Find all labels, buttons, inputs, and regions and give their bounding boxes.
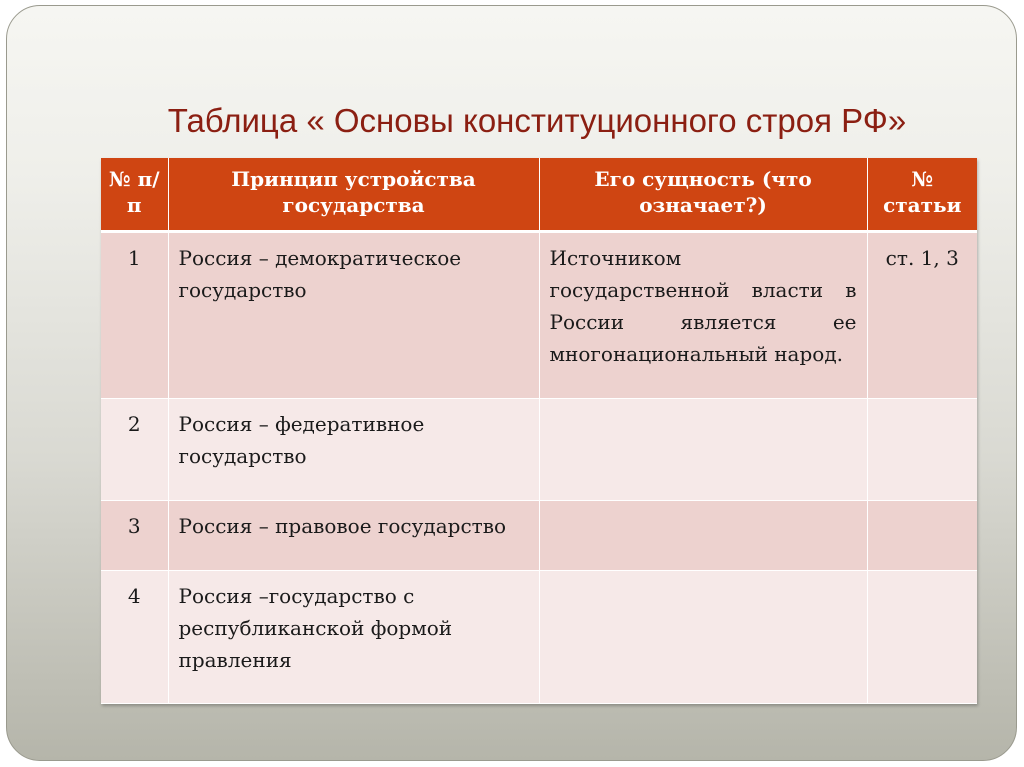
table-row [101, 232, 977, 399]
essence-cell [539, 501, 867, 571]
header-essence: Его сущность (что означает?) [539, 158, 867, 232]
header-principle: Принцип устройства государства [168, 158, 539, 232]
principles-table [101, 158, 977, 704]
row-number: 3 [101, 501, 168, 571]
article-cell [867, 501, 977, 571]
essence-cell [539, 571, 867, 704]
table-row [101, 399, 977, 501]
principle-cell: Россия – правовое государство [168, 501, 539, 571]
principle-cell: Россия – демократическое государство [168, 232, 539, 399]
table-row [101, 571, 977, 704]
essence-cell [539, 399, 867, 501]
principle-cell: Россия –государство с республиканской формой правления [168, 571, 539, 704]
slide-title: Таблица « Основы конституционного строя РФ» [167, 102, 907, 139]
article-cell [867, 399, 977, 501]
article-cell [867, 571, 977, 704]
row-number: 1 [101, 232, 168, 399]
row-number: 2 [101, 399, 168, 501]
principle-cell: Россия – федеративное государство [168, 399, 539, 501]
essence-cell: Источником государственной власти в России является ее многонациональный народ. [539, 232, 867, 399]
header-article: № статьи [867, 158, 977, 232]
table-row [101, 501, 977, 571]
table-header-row [101, 158, 977, 232]
article-cell: ст. 1, 3 [867, 232, 977, 399]
header-number: № п/п [101, 158, 168, 232]
row-number: 4 [101, 571, 168, 704]
